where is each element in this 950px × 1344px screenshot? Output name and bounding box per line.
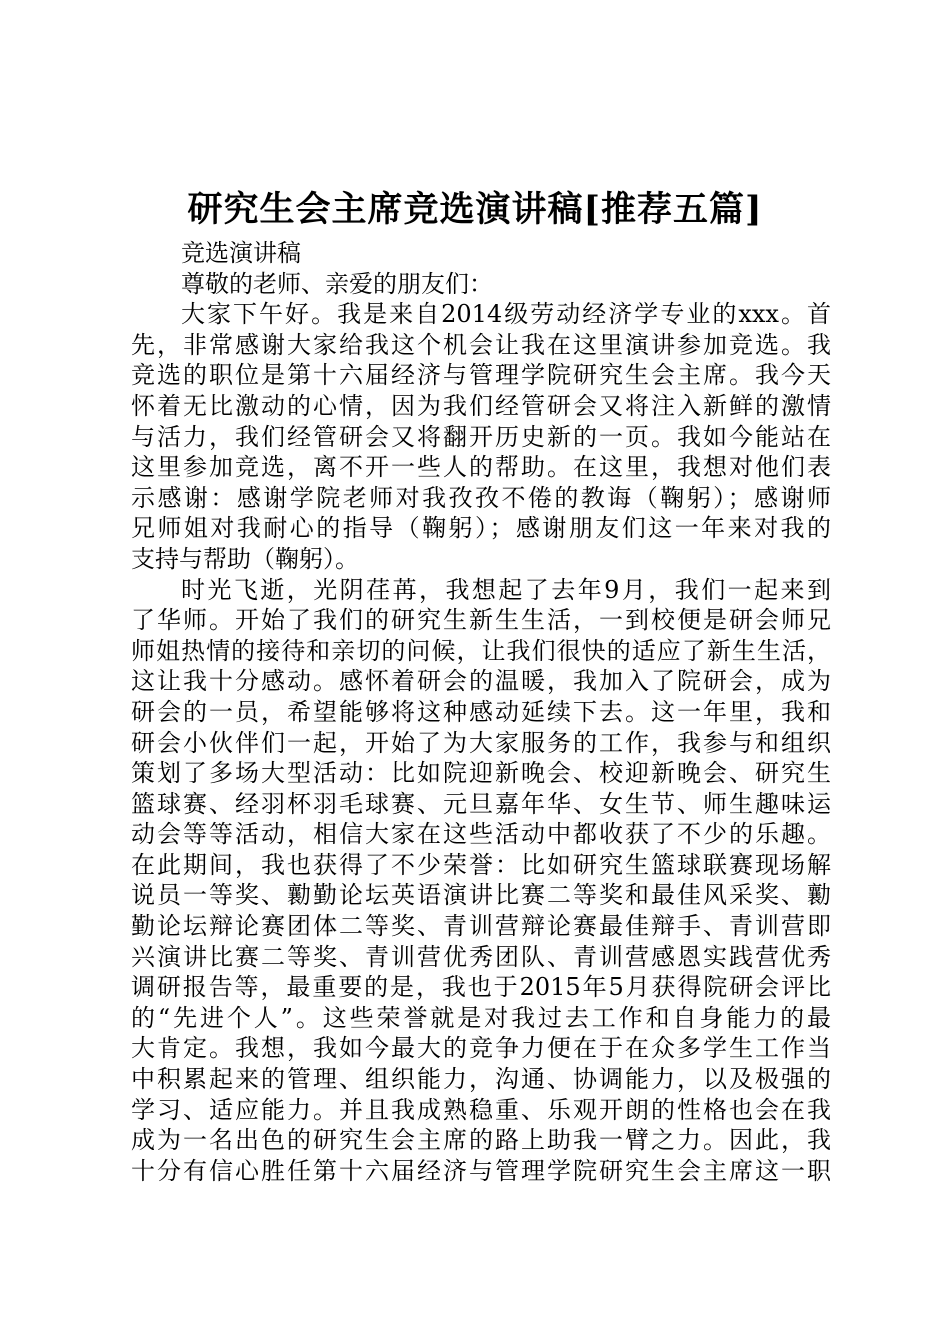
body-line: 研会的一员，希望能够将这种感动延续下去。这一年里，我和 [131, 697, 831, 726]
body-line: 在此期间，我也获得了不少荣誉：比如研究生篮球联赛现场解 [131, 850, 831, 879]
body-line: 竞选演讲稿 [181, 239, 301, 267]
document-title: 研究生会主席竞选演讲稿[推荐五篇] [187, 189, 763, 230]
body-line: 示感谢：感谢学院老师对我孜孜不倦的教诲（鞠躬）；感谢师 [131, 483, 831, 512]
body-line: 十分有信心胜任第十六届经济与管理学院研究生会主席这一职 [131, 1156, 831, 1185]
body-line: 竞选的职位是第十六届经济与管理学院研究生会主席。我今天 [131, 361, 831, 390]
body-line: 勤论坛辩论赛团体二等奖、青训营辩论赛最佳辩手、青训营即 [131, 912, 831, 941]
body-line: 这里参加竞选，离不开一些人的帮助。在这里，我想对他们表 [131, 453, 831, 482]
body-line: 时光飞逝，光阴荏苒，我想起了去年9月，我们一起来到 [181, 575, 831, 604]
body-line: 的“先进个人”。这些荣誉就是对我过去工作和自身能力的最 [131, 1003, 831, 1032]
body-line: 怀着无比激动的心情，因为我们经管研会又将注入新鲜的激情 [131, 391, 831, 420]
body-line: 中积累起来的管理、组织能力，沟通、协调能力，以及极强的 [131, 1065, 831, 1094]
document-body [131, 238, 831, 1186]
body-line: 与活力，我们经管研会又将翻开历史新的一页。我如今能站在 [131, 422, 831, 451]
body-line: 了华师。开始了我们的研究生新生生活，一到校便是研会师兄 [131, 606, 831, 635]
body-line: 这让我十分感动。感怀着研会的温暖，我加入了院研会，成为 [131, 667, 831, 696]
body-line: 成为一名出色的研究生会主席的路上助我一臂之力。因此，我 [131, 1126, 831, 1155]
body-line: 尊敬的老师、亲爱的朋友们： [181, 269, 493, 298]
body-line: 说员一等奖、勷勤论坛英语演讲比赛二等奖和最佳风采奖、勷 [131, 881, 831, 910]
body-line: 调研报告等，最重要的是，我也于2015年5月获得院研会评比 [131, 973, 831, 1002]
body-line: 支持与帮助（鞠躬）。 [131, 544, 359, 573]
body-line: 兄师姐对我耐心的指导（鞠躬）；感谢朋友们这一年来对我的 [131, 514, 831, 543]
body-line: 篮球赛、经羽杯羽毛球赛、元旦嘉年华、女生节、师生趣味运 [131, 789, 831, 818]
body-line: 研会小伙伴们一起，开始了为大家服务的工作，我参与和组织 [131, 728, 831, 757]
body-line: 动会等等活动，相信大家在这些活动中都收获了不少的乐趣。 [131, 820, 831, 849]
body-line: 兴演讲比赛二等奖、青训营优秀团队、青训营感恩实践营优秀 [131, 942, 831, 971]
body-line: 学习、适应能力。并且我成熟稳重、乐观开朗的性格也会在我 [131, 1095, 831, 1124]
body-line: 策划了多场大型活动：比如院迎新晚会、校迎新晚会、研究生 [131, 759, 831, 788]
body-line: 大家下午好。我是来自2014级劳动经济学专业的xxx。首 [181, 300, 831, 329]
body-line: 师姐热情的接待和亲切的问候，让我们很快的适应了新生生活， [131, 636, 831, 665]
body-line: 大肯定。我想，我如今最大的竞争力便在于在众多学生工作当 [131, 1034, 831, 1063]
body-line: 先，非常感谢大家给我这个机会让我在这里演讲参加竞选。我 [131, 330, 831, 359]
